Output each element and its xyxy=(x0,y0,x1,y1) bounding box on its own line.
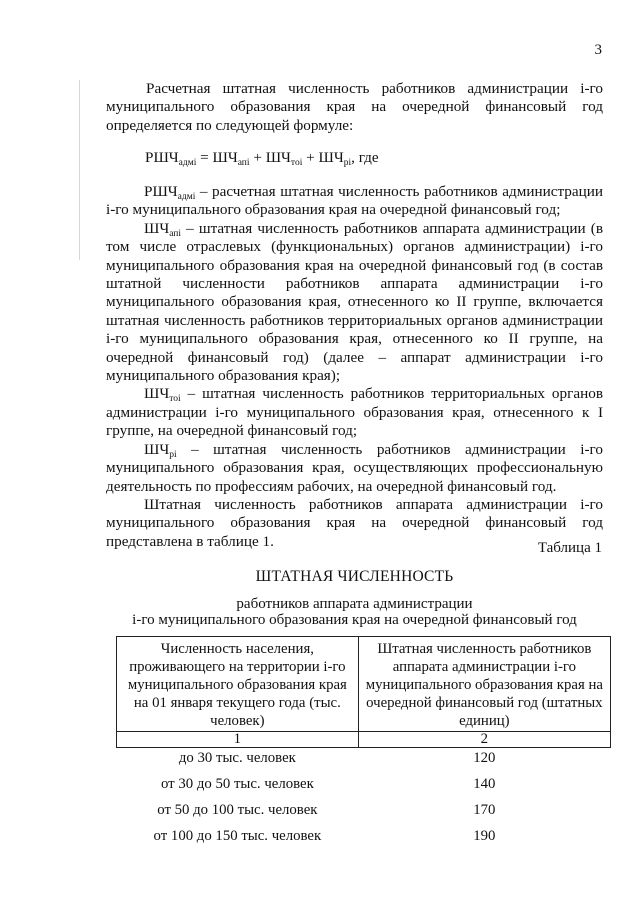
definition-4-symbol: ШЧ xyxy=(144,440,170,458)
definitions xyxy=(106,183,603,551)
header-population: Численность населения, проживающего на территории i-го муниципального образования края на 01 января текущего года (тыс. человек) xyxy=(117,637,359,732)
definition-3 xyxy=(106,385,603,440)
table-subtitle-line-2: i-го муниципального образования края на очередной финансовый год xyxy=(132,612,577,628)
formula-tail: , где xyxy=(351,149,379,166)
definition-2 xyxy=(106,220,603,386)
formula-plus-2: + xyxy=(302,149,319,166)
formula-term-3-sub: рi xyxy=(343,158,352,168)
column-number-row xyxy=(117,732,611,748)
definition-1-sub: адмi xyxy=(177,192,196,202)
intro-text: Расчетная штатная численность работников администрации i-го муниципального образования края на очередной финансовый год определяется по следующей формуле: xyxy=(106,80,603,134)
population-cell: от 100 до 150 тыс. человек xyxy=(153,828,322,844)
definition-2-sub: апi xyxy=(169,228,182,239)
definition-4-text: – штатная численность работников администрации i-го муниципального образования края, осуществляющих профессиональную деятельность по профессиям рабочих, на очередной финансовый год. xyxy=(106,440,603,495)
definition-3-symbol: ШЧ xyxy=(144,385,170,403)
population-cell: от 30 до 50 тыс. человек xyxy=(160,776,314,792)
formula-term-2: ШЧ xyxy=(265,149,291,166)
closing-paragraph: Штатная численность работников аппарата администрации i-го муниципального образования края на очередной финансовый год представлена в таблице 1. xyxy=(106,495,603,550)
table-row xyxy=(117,748,611,776)
margin-rule xyxy=(79,80,80,260)
formula-term-1-sub: апi xyxy=(237,158,250,168)
definition-4-sub: рi xyxy=(169,449,177,460)
intro-paragraph xyxy=(106,80,603,135)
header-staff-count: Штатная численность работников аппарата администрации i-го муниципального образования края на очередной финансовый год (штатных единиц) xyxy=(358,637,610,732)
definition-1 xyxy=(106,183,603,220)
column-number-2: 2 xyxy=(358,732,610,748)
population-cell: от 50 до 100 тыс. человек xyxy=(157,802,318,818)
definition-4 xyxy=(106,441,603,496)
formula-term-2-sub: тоi xyxy=(290,158,303,168)
table-header-row xyxy=(117,637,611,732)
staff-cell: 140 xyxy=(473,776,496,792)
population-cell: до 30 тыс. человек xyxy=(178,750,296,766)
table-row xyxy=(117,801,611,827)
definition-2-text: – штатная численность работников аппарата администрации (в том числе отраслевых (функциональных) органов администрации) i-го муниципального образования края на очередной финансовый год (в состав штатной численности работников аппарата администрации i-го муниципального образования края, отнесенного ко II группе, включается штатная численность работников территориальных органов администрации i-го муниципального образования края, отнесенного ко II группе, на очередной финансовый год) (далее – аппарат администрации i-го муниципального образования края); xyxy=(106,219,603,385)
staff-cell: 120 xyxy=(473,750,496,766)
formula-eq: = xyxy=(196,149,213,166)
formula-plus-1: + xyxy=(249,149,266,166)
definition-3-text: – штатная численность работников территориальных органов администрации i-го муниципального образования края, отнесенного к I группе, на очередной финансовый год; xyxy=(106,385,603,440)
definition-2-symbol: ШЧ xyxy=(144,219,170,237)
definition-1-text: – расчетная штатная численность работников администрации i-го муниципального образования края на очередной финансовый год; xyxy=(106,183,603,219)
table-subtitle-line-1: работников аппарата администрации xyxy=(236,596,473,612)
table-row xyxy=(117,827,611,853)
formula-term-1: ШЧ xyxy=(212,149,238,166)
definition-3-sub: тоi xyxy=(169,394,181,405)
definition-1-symbol: РШЧ xyxy=(144,183,178,200)
staff-cell: 170 xyxy=(473,802,496,818)
formula-lhs-sub: адмi xyxy=(178,158,197,168)
table-subtitle xyxy=(106,596,603,628)
column-number-1: 1 xyxy=(117,732,359,748)
table-caption: Таблица 1 xyxy=(537,540,602,556)
staff-cell: 190 xyxy=(473,828,496,844)
page-number: 3 xyxy=(594,42,602,58)
table-row xyxy=(117,775,611,801)
staff-table xyxy=(116,636,611,853)
formula-term-3: ШЧ xyxy=(318,149,344,166)
formula-lhs: РШЧ xyxy=(145,149,179,166)
formula xyxy=(145,149,379,167)
table-title: ШТАТНАЯ ЧИСЛЕННОСТЬ xyxy=(255,568,454,585)
